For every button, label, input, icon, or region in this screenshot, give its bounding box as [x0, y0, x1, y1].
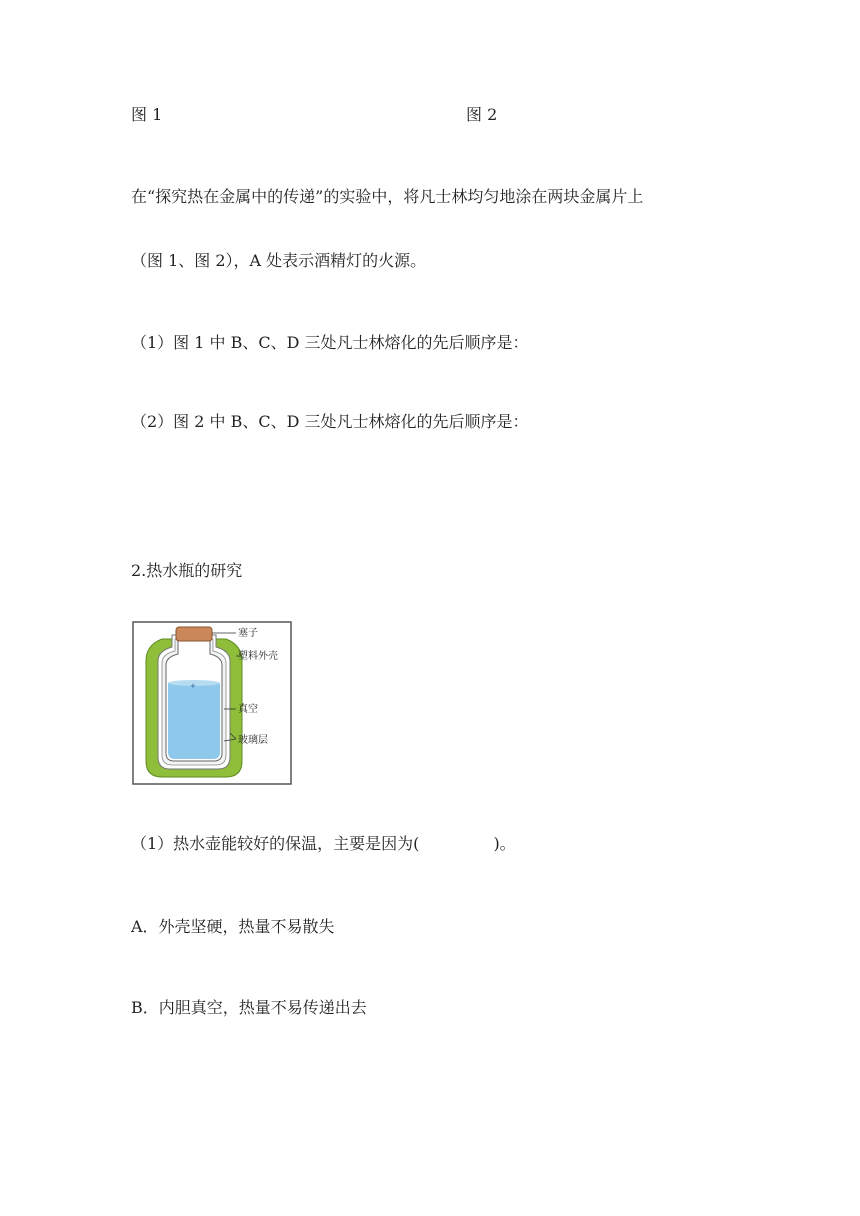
question-1-part-2: （2）图 2 中 B、C、D 三处凡士林熔化的先后顺序是：: [131, 412, 529, 431]
label-glass-layer: 玻璃层: [238, 735, 268, 746]
label-stopper: 塞子: [238, 628, 258, 639]
option-a: A．外壳坚硬，热量不易散失: [131, 917, 335, 936]
thermos-diagram: [132, 621, 292, 785]
question-1-part-1: （1）图 1 中 B、C、D 三处凡士林熔化的先后顺序是：: [131, 333, 529, 352]
figure-2-caption: 图 2: [466, 105, 498, 124]
question-2-part-1-prefix: （1）热水壶能较好的保温，主要是因为(: [131, 834, 420, 853]
intro-line-1: 在“探究热在金属中的传递”的实验中，将凡士林均匀地涂在两块金属片上: [131, 187, 644, 206]
question-2-part-1: [131, 834, 516, 854]
option-b: B．内胆真空，热量不易传递出去: [131, 998, 367, 1017]
svg-text:+: +: [190, 682, 196, 690]
figure-1-caption: 图 1: [131, 105, 163, 124]
intro-line-2: （图 1、图 2），A 处表示酒精灯的火源。: [131, 251, 427, 270]
question-2-part-1-suffix: )。: [493, 834, 516, 853]
question-2-title: 2.热水瓶的研究: [131, 561, 243, 580]
label-vacuum: 真空: [238, 704, 258, 715]
label-plastic-shell: 塑料外壳: [238, 651, 278, 662]
